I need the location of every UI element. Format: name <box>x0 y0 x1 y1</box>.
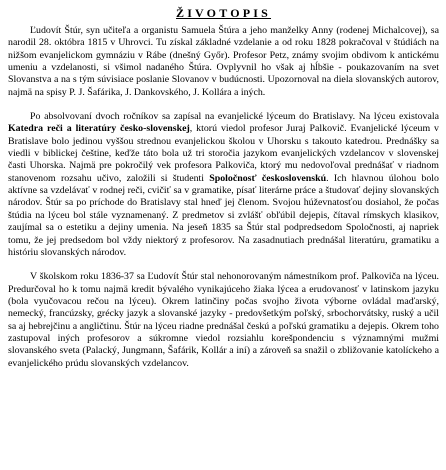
paragraph-2 <box>8 111 439 259</box>
document-page <box>8 6 439 370</box>
paragraph-3-text: V školskom roku 1836-37 sa Ľudovít Štúr stal nehonorovaným námestníkom prof. Palkoviča na lýceu. Predurčoval ho k tomu najmä kredit bývalého vynikajúceho žiaka lýcea a erudovanosť v latinskom jazyku (bola vyučovacou rečou na lýceu). Okrem latinčiny počas svojho života výborne ovládal maďarský, nemecký, francúzsky, grécky jazyk a slovanské jazyky - predovšetkým poľský, srbochorvátsky, ruský a učil sa aj hebrejčinu a angličtinu. Štúr na lýceu riadne prednášal českú a poľskú gramatiku a dejepis. Okrem toho zastupoval iných profesorov a súkromne viedol rozsiahlu korešpondenciu s významnými mužmi slovanského sveta (Palacký, Jungmann, Šafárik, Kollár a iní) a zároveň sa snažil o zbližovanie katolíckeho a evanjelického prúdu slovanských vzdelancov. <box>8 271 439 369</box>
document-title: ŽIVOTOPIS <box>175 6 272 20</box>
paragraph-2-text: Po absolvovaní dvoch ročníkov sa zapísal na evanjelické lýceum do Bratislavy. Na lýceu existovala <box>30 111 439 123</box>
paragraph-3 <box>8 271 439 370</box>
paragraph-1 <box>8 25 439 99</box>
paragraph-1-text: Ľudovít Štúr, syn učiteľa a organistu Samuela Štúra a jeho manželky Anny (rodenej Michalcovej), sa narodil 28. októbra 1815 v Uhrovci. Tu získal základné vzdelanie a od roku 1828 pokračoval v štúdiách na nižšom evanjelickom gymnáziu v Rábe (dnešný Győr). Profesor Petz, známy svojim obdivom k antickému umeniu a vzdelanosti, si všimol nadaného Štúra. Ovplyvnil ho však aj hĺbšie - poukazovaním na svet Slovanstva a na s tým súvisiace poslanie Slovanov v budúcnosti. Upozornoval na diela slovanských autorov, najmä na spisy P. J. Šafárika, J. Dankovského, J. Kollára a iných. <box>8 25 439 98</box>
paragraph-2-text: . Ich hlavnou úlohou bolo aktívne sa vzdelávať v rodnej reči, cvičiť sa v gramatike, písať literárne práce a študovať dejiny slovanských národov. Štúr sa po príchode do Bratislavy stal hneď jej členom. Svojou húževnatosťou dosiahol, že počas štúdia na lýceu bol stále vyznamenaný. Z predmetov si zvlášť obľúbil dejepis, čítaval rímskych klasikov, zaujímal sa o estetiku a dejiny umenia. Na jeseň 1835 sa Štúr stal podpredsedom Spoločnosti, aj napriek tomu, že jej predsedom bol vždy niektorý z profesorov. Na zasadnutiach prednášal literatúru, gramatiku a históriu slovanských národov. <box>8 172 439 258</box>
paragraph-2-text: , ktorú viedol profesor Juraj Palkovič. Evanjelické lýceum v Bratislave bolo jedinou vyššou strednou evanjelickou školou v Uhorsku s takouto katedrou. Prednášky sa viedli v biblickej češtine, keďže táto bola už tri storočia jazykom evanjelických vzdelancov v slovenskej časti Uhorska. Najmä pre pokročilý vek profesora Palkoviča, ktorý mu nedovoľoval prednášať v riadnom stanovenom rozsahu učivo, založili si študenti <box>8 123 439 184</box>
katedra-bold-text: Katedra reči a literatúry česko-slovenskej <box>8 123 190 135</box>
spolocnost-bold-text: Spoločnosť československú <box>209 172 327 184</box>
